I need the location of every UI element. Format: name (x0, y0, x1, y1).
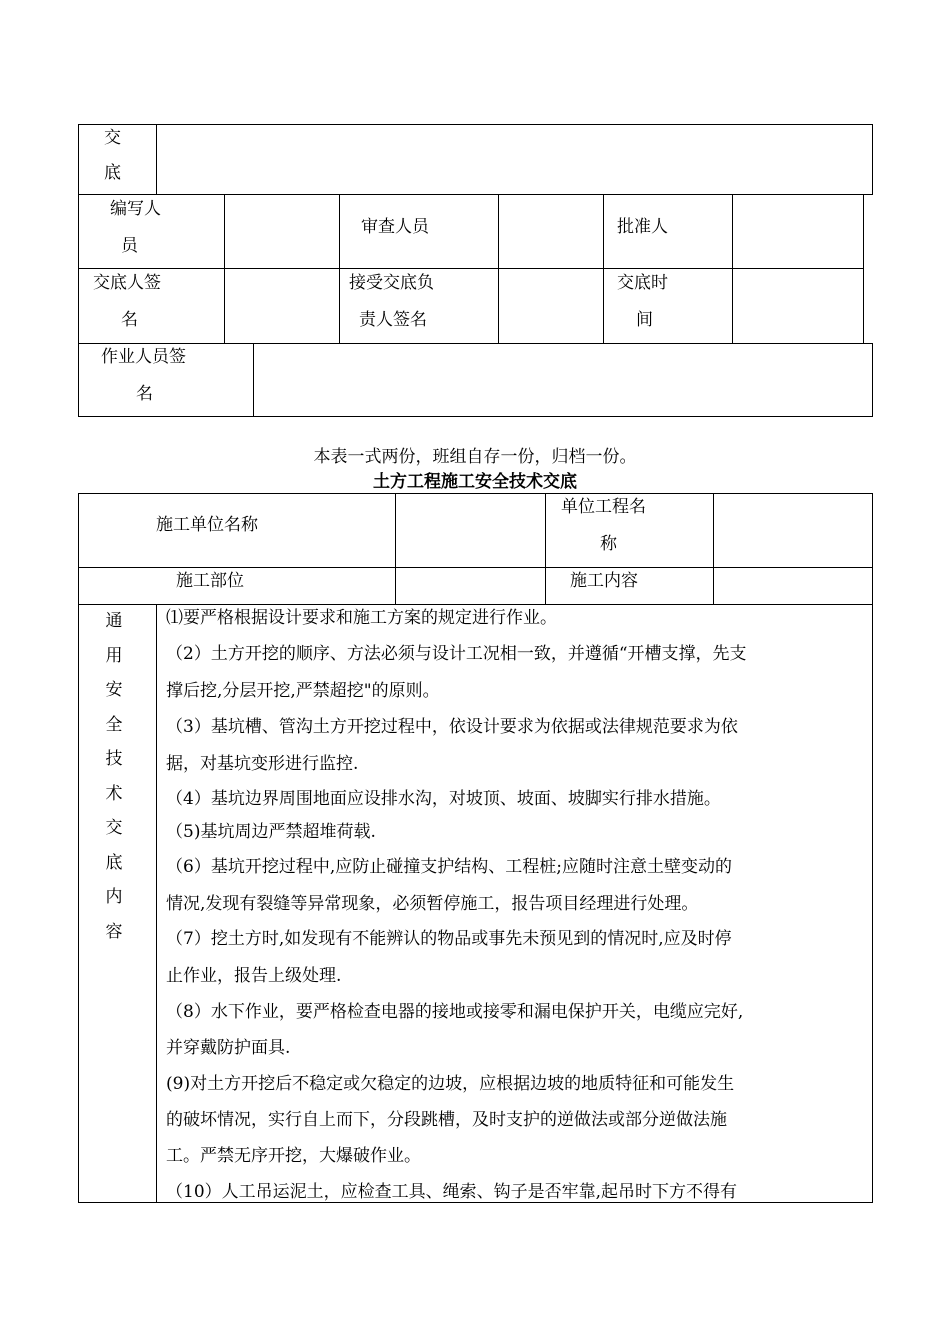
content-line: 撑后挖,分层开挖,严禁超挖"的原则。 (166, 681, 440, 701)
pizhun-label: 批准人 (617, 217, 668, 237)
side-char: 容 (105, 921, 123, 942)
content-line: ⑴要严格根据设计要求和施工方案的规定进行作业。 (166, 608, 557, 628)
side-char: 底 (105, 852, 123, 873)
side-char: 通 (105, 611, 123, 631)
side-char: 术 (105, 783, 123, 804)
jieshou-label-2: 责人签名 (359, 310, 427, 330)
content-line: （3）基坑槽、管沟土方开挖过程中，依设计要求为依据或法律规范要求为依 (166, 717, 738, 737)
content-line: 并穿戴防护面具. (166, 1038, 291, 1058)
content-line: 工。严禁无序开挖，大爆破作业。 (166, 1146, 421, 1166)
bianxie-label-2: 员 (121, 236, 138, 256)
shencha-label: 审查人员 (361, 217, 429, 237)
copies-note: 本表一式两份，班组自存一份，归档一份。 (313, 447, 637, 467)
jiaodiren-label: 交底人签 (93, 273, 161, 293)
content-line: (9)对土方开挖后不稳定或欠稳定的边坡，应根据边坡的地质特征和可能发生 (166, 1074, 735, 1094)
jiaodiren-label-2: 名 (121, 310, 138, 330)
jiaodi-label: 交 (104, 128, 121, 148)
side-char: 内 (105, 887, 123, 907)
jiaodi-time-label: 交底时 (617, 273, 668, 293)
content-label: 施工内容 (570, 571, 638, 591)
side-char: 安 (105, 680, 123, 700)
zuoye-label: 作业人员签 (101, 347, 186, 367)
jiaodi-time-label-2: 间 (636, 310, 653, 330)
content-line: （5)基坑周边严禁超堆荷载. (166, 822, 376, 842)
project-name-label-2: 称 (600, 534, 617, 554)
content-line: 据，对基坑变形进行监控. (166, 754, 359, 774)
content-line: （2）土方开挖的顺序、方法必须与设计工况相一致，并遵循“开槽支撑，先支 (166, 644, 747, 664)
zuoye-label-2: 名 (136, 384, 153, 404)
content-line: 止作业，报告上级处理. (166, 966, 342, 986)
content-line: （10）人工吊运泥土，应检查工具、绳索、钩子是否牢靠,起吊时下方不得有 (166, 1182, 738, 1202)
content-line: 情况,发现有裂缝等异常现象，必须暂停施工，报告项目经理进行处理。 (166, 894, 699, 914)
content-line: （8）水下作业，要严格检查电器的接地或接零和漏电保护开关，电缆应完好, (166, 1002, 744, 1022)
side-char: 交 (105, 818, 123, 838)
content-line: （7）挖土方时,如发现有不能辨认的物品或事先未预见到的情况时,应及时停 (166, 929, 732, 949)
content-line: 的破坏情况，实行自上而下，分段跳槽，及时支护的逆做法或部分逆做法施 (166, 1110, 727, 1130)
project-name-label: 单位工程名 (561, 497, 646, 517)
jiaodi-label-2: 底 (104, 163, 121, 183)
content-line: （4）基坑边界周围地面应设排水沟，对坡顶、坡面、坡脚实行排水措施。 (166, 789, 721, 809)
jieshou-label: 接受交底负 (349, 273, 434, 293)
document-title: 土方工程施工安全技术交底 (373, 472, 577, 492)
unit-name-label: 施工单位名称 (156, 515, 258, 535)
side-char: 全 (105, 714, 123, 735)
part-label: 施工部位 (176, 571, 244, 591)
bianxie-label: 编写人 (110, 199, 161, 219)
side-char: 技 (105, 749, 123, 769)
side-char: 用 (105, 645, 123, 666)
content-line: （6）基坑开挖过程中,应防止碰撞支护结构、工程桩;应随时注意土壁变动的 (166, 857, 732, 877)
